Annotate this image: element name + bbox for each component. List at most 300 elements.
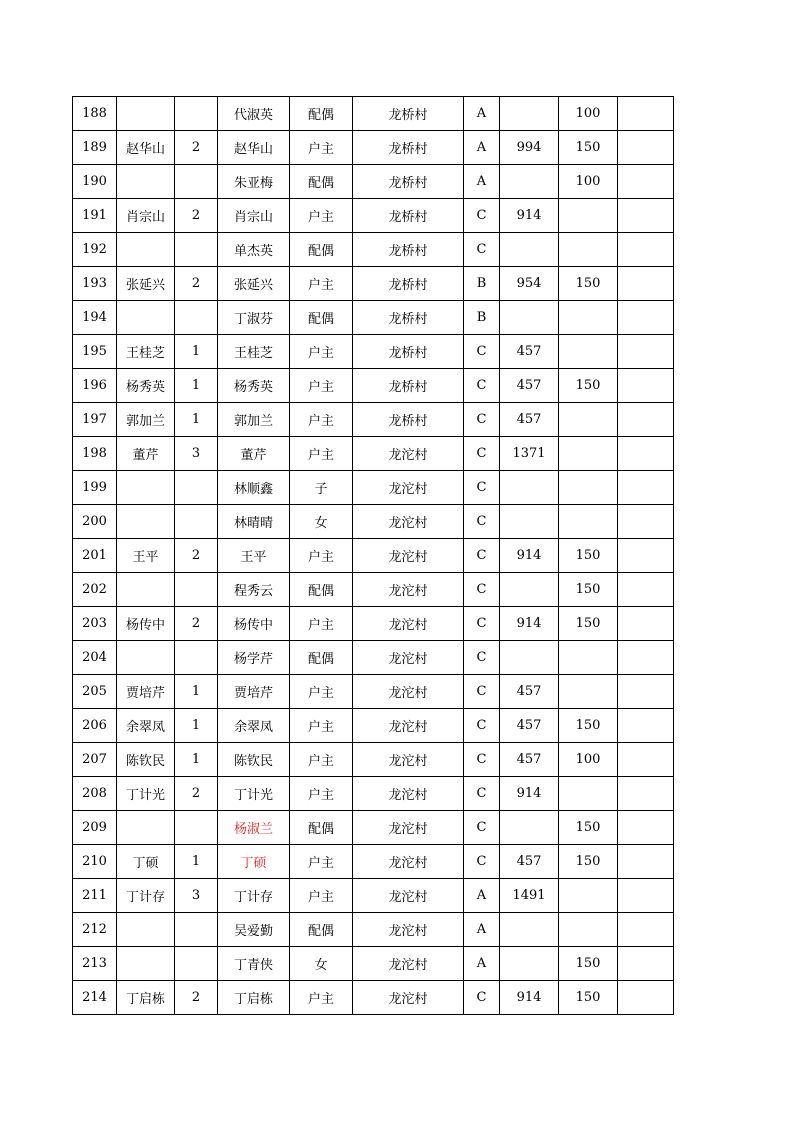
note-cell xyxy=(618,641,674,675)
table-row xyxy=(73,165,674,199)
note-cell xyxy=(618,369,674,403)
relation-cell: 配偶 xyxy=(290,573,353,607)
amount-cell: 457 xyxy=(500,675,559,709)
subsidy-cell xyxy=(559,335,618,369)
note-cell xyxy=(618,539,674,573)
amount-cell xyxy=(500,811,559,845)
note-cell xyxy=(618,981,674,1015)
household-size-cell: 1 xyxy=(175,675,218,709)
amount-cell xyxy=(500,913,559,947)
note-cell xyxy=(618,335,674,369)
grade-cell: C xyxy=(464,539,500,573)
household-size-cell: 2 xyxy=(175,981,218,1015)
relation-cell: 户主 xyxy=(290,845,353,879)
household-size-cell: 2 xyxy=(175,131,218,165)
table-row xyxy=(73,641,674,675)
grade-cell: C xyxy=(464,709,500,743)
grade-cell: A xyxy=(464,165,500,199)
grade-cell: C xyxy=(464,641,500,675)
note-cell xyxy=(618,607,674,641)
member-name-cell: 吴爱勤 xyxy=(218,913,290,947)
member-name-cell: 朱亚梅 xyxy=(218,165,290,199)
household-size-cell: 2 xyxy=(175,199,218,233)
member-name-cell: 郭加兰 xyxy=(218,403,290,437)
table-row xyxy=(73,301,674,335)
village-cell: 龙桥村 xyxy=(353,97,464,131)
household-size-cell: 2 xyxy=(175,539,218,573)
amount-cell xyxy=(500,641,559,675)
household-head-cell: 丁计光 xyxy=(117,777,175,811)
amount-cell: 457 xyxy=(500,335,559,369)
village-cell: 龙桥村 xyxy=(353,335,464,369)
amount-cell xyxy=(500,165,559,199)
relation-cell: 子 xyxy=(290,471,353,505)
table-row xyxy=(73,97,674,131)
amount-cell: 914 xyxy=(500,607,559,641)
table-body xyxy=(73,97,674,1015)
member-name-cell: 张延兴 xyxy=(218,267,290,301)
seq-no-cell: 213 xyxy=(73,947,117,981)
subsidy-cell xyxy=(559,301,618,335)
household-size-cell: 1 xyxy=(175,335,218,369)
note-cell xyxy=(618,777,674,811)
amount-cell xyxy=(500,505,559,539)
amount-cell: 954 xyxy=(500,267,559,301)
seq-no-cell: 189 xyxy=(73,131,117,165)
household-size-cell xyxy=(175,233,218,267)
relation-cell: 户主 xyxy=(290,403,353,437)
village-cell: 龙沱村 xyxy=(353,675,464,709)
household-head-cell: 张延兴 xyxy=(117,267,175,301)
amount-cell: 457 xyxy=(500,709,559,743)
subsidy-cell xyxy=(559,403,618,437)
table-row xyxy=(73,811,674,845)
household-head-cell: 杨秀英 xyxy=(117,369,175,403)
grade-cell: C xyxy=(464,845,500,879)
household-head-cell: 杨传中 xyxy=(117,607,175,641)
member-name-cell: 丁青侠 xyxy=(218,947,290,981)
subsidy-cell: 150 xyxy=(559,539,618,573)
member-name-cell: 贾培芹 xyxy=(218,675,290,709)
member-name-cell: 董芹 xyxy=(218,437,290,471)
relation-cell: 户主 xyxy=(290,709,353,743)
household-size-cell xyxy=(175,97,218,131)
village-cell: 龙沱村 xyxy=(353,573,464,607)
household-head-cell: 赵华山 xyxy=(117,131,175,165)
household-size-cell: 2 xyxy=(175,607,218,641)
seq-no-cell: 203 xyxy=(73,607,117,641)
subsidy-cell xyxy=(559,675,618,709)
household-head-cell: 余翠凤 xyxy=(117,709,175,743)
grade-cell: C xyxy=(464,743,500,777)
seq-no-cell: 210 xyxy=(73,845,117,879)
table-row xyxy=(73,743,674,777)
grade-cell: A xyxy=(464,131,500,165)
relation-cell: 户主 xyxy=(290,131,353,165)
table-row xyxy=(73,879,674,913)
seq-no-cell: 212 xyxy=(73,913,117,947)
subsidy-cell xyxy=(559,913,618,947)
household-head-cell xyxy=(117,505,175,539)
amount-cell: 457 xyxy=(500,403,559,437)
relation-cell: 户主 xyxy=(290,879,353,913)
note-cell xyxy=(618,505,674,539)
grade-cell: C xyxy=(464,437,500,471)
household-head-cell xyxy=(117,165,175,199)
seq-no-cell: 199 xyxy=(73,471,117,505)
data-sheet xyxy=(72,96,674,1015)
note-cell xyxy=(618,573,674,607)
grade-cell: A xyxy=(464,97,500,131)
household-size-cell xyxy=(175,165,218,199)
grade-cell: B xyxy=(464,301,500,335)
household-size-cell xyxy=(175,471,218,505)
household-size-cell: 1 xyxy=(175,369,218,403)
seq-no-cell: 211 xyxy=(73,879,117,913)
table-row xyxy=(73,607,674,641)
village-cell: 龙沱村 xyxy=(353,743,464,777)
household-size-cell xyxy=(175,947,218,981)
seq-no-cell: 202 xyxy=(73,573,117,607)
subsidy-cell xyxy=(559,199,618,233)
village-cell: 龙沱村 xyxy=(353,777,464,811)
member-name-cell: 林顺鑫 xyxy=(218,471,290,505)
household-size-cell: 2 xyxy=(175,267,218,301)
seq-no-cell: 193 xyxy=(73,267,117,301)
seq-no-cell: 204 xyxy=(73,641,117,675)
note-cell xyxy=(618,267,674,301)
village-cell: 龙桥村 xyxy=(353,301,464,335)
household-size-cell xyxy=(175,573,218,607)
table-row xyxy=(73,539,674,573)
village-cell: 龙沱村 xyxy=(353,811,464,845)
relation-cell: 配偶 xyxy=(290,913,353,947)
note-cell xyxy=(618,743,674,777)
relation-cell: 户主 xyxy=(290,199,353,233)
household-size-cell: 1 xyxy=(175,709,218,743)
village-cell: 龙桥村 xyxy=(353,131,464,165)
relation-cell: 配偶 xyxy=(290,165,353,199)
household-head-cell xyxy=(117,811,175,845)
village-cell: 龙桥村 xyxy=(353,199,464,233)
household-size-cell: 3 xyxy=(175,879,218,913)
seq-no-cell: 191 xyxy=(73,199,117,233)
table-row xyxy=(73,267,674,301)
seq-no-cell: 192 xyxy=(73,233,117,267)
seq-no-cell: 190 xyxy=(73,165,117,199)
household-head-cell: 王平 xyxy=(117,539,175,573)
household-size-cell: 3 xyxy=(175,437,218,471)
member-name-cell: 杨秀英 xyxy=(218,369,290,403)
member-name-cell: 丁启栋 xyxy=(218,981,290,1015)
note-cell xyxy=(618,675,674,709)
amount-cell xyxy=(500,97,559,131)
member-name-cell: 陈钦民 xyxy=(218,743,290,777)
grade-cell: C xyxy=(464,199,500,233)
relation-cell: 配偶 xyxy=(290,301,353,335)
household-head-cell: 陈钦民 xyxy=(117,743,175,777)
relation-cell: 配偶 xyxy=(290,233,353,267)
grade-cell: C xyxy=(464,573,500,607)
village-cell: 龙桥村 xyxy=(353,165,464,199)
member-name-cell: 丁计光 xyxy=(218,777,290,811)
member-name-cell: 王平 xyxy=(218,539,290,573)
subsidy-cell xyxy=(559,505,618,539)
table-row xyxy=(73,335,674,369)
subsidy-cell: 150 xyxy=(559,573,618,607)
grade-cell: C xyxy=(464,675,500,709)
member-name-cell: 赵华山 xyxy=(218,131,290,165)
subsidy-cell xyxy=(559,233,618,267)
seq-no-cell: 214 xyxy=(73,981,117,1015)
household-head-cell xyxy=(117,97,175,131)
subsidy-cell: 150 xyxy=(559,267,618,301)
subsidy-cell: 100 xyxy=(559,97,618,131)
subsidy-cell xyxy=(559,641,618,675)
subsidy-cell: 150 xyxy=(559,709,618,743)
household-head-cell: 丁启栋 xyxy=(117,981,175,1015)
household-size-cell: 2 xyxy=(175,777,218,811)
relation-cell: 户主 xyxy=(290,369,353,403)
subsidy-cell: 150 xyxy=(559,947,618,981)
member-name-cell: 程秀云 xyxy=(218,573,290,607)
note-cell xyxy=(618,233,674,267)
grade-cell: C xyxy=(464,471,500,505)
amount-cell xyxy=(500,947,559,981)
table-row xyxy=(73,505,674,539)
amount-cell: 457 xyxy=(500,743,559,777)
household-head-cell: 王桂芝 xyxy=(117,335,175,369)
village-cell: 龙沱村 xyxy=(353,471,464,505)
amount-cell: 457 xyxy=(500,369,559,403)
household-size-cell xyxy=(175,913,218,947)
village-cell: 龙沱村 xyxy=(353,879,464,913)
household-head-cell xyxy=(117,947,175,981)
household-size-cell: 1 xyxy=(175,845,218,879)
village-cell: 龙沱村 xyxy=(353,641,464,675)
note-cell xyxy=(618,811,674,845)
member-name-cell: 丁硕 xyxy=(218,845,290,879)
village-cell: 龙桥村 xyxy=(353,267,464,301)
amount-cell xyxy=(500,301,559,335)
household-head-cell: 郭加兰 xyxy=(117,403,175,437)
grade-cell: C xyxy=(464,403,500,437)
amount-cell: 994 xyxy=(500,131,559,165)
seq-no-cell: 198 xyxy=(73,437,117,471)
subsidy-cell: 100 xyxy=(559,165,618,199)
member-name-cell: 丁淑芬 xyxy=(218,301,290,335)
note-cell xyxy=(618,97,674,131)
seq-no-cell: 201 xyxy=(73,539,117,573)
village-cell: 龙沱村 xyxy=(353,539,464,573)
grade-cell: C xyxy=(464,607,500,641)
grade-cell: C xyxy=(464,811,500,845)
note-cell xyxy=(618,471,674,505)
note-cell xyxy=(618,879,674,913)
amount-cell xyxy=(500,233,559,267)
seq-no-cell: 188 xyxy=(73,97,117,131)
household-size-cell xyxy=(175,811,218,845)
relation-cell: 户主 xyxy=(290,607,353,641)
grade-cell: C xyxy=(464,369,500,403)
note-cell xyxy=(618,845,674,879)
note-cell xyxy=(618,131,674,165)
table-row xyxy=(73,845,674,879)
table-row xyxy=(73,573,674,607)
table-row xyxy=(73,233,674,267)
table-row xyxy=(73,199,674,233)
amount-cell: 914 xyxy=(500,539,559,573)
seq-no-cell: 194 xyxy=(73,301,117,335)
seq-no-cell: 206 xyxy=(73,709,117,743)
amount-cell: 914 xyxy=(500,199,559,233)
relation-cell: 户主 xyxy=(290,777,353,811)
table-row xyxy=(73,403,674,437)
member-name-cell: 杨传中 xyxy=(218,607,290,641)
note-cell xyxy=(618,403,674,437)
village-cell: 龙沱村 xyxy=(353,947,464,981)
amount-cell xyxy=(500,471,559,505)
table-row xyxy=(73,675,674,709)
member-name-cell: 丁计存 xyxy=(218,879,290,913)
table-row xyxy=(73,437,674,471)
grade-cell: C xyxy=(464,777,500,811)
relation-cell: 户主 xyxy=(290,743,353,777)
grade-cell: A xyxy=(464,879,500,913)
subsidy-cell xyxy=(559,879,618,913)
seq-no-cell: 196 xyxy=(73,369,117,403)
subsidy-cell xyxy=(559,777,618,811)
roster-table xyxy=(72,96,674,1015)
household-head-cell xyxy=(117,233,175,267)
amount-cell: 914 xyxy=(500,777,559,811)
member-name-cell: 杨学芹 xyxy=(218,641,290,675)
seq-no-cell: 207 xyxy=(73,743,117,777)
subsidy-cell: 150 xyxy=(559,811,618,845)
household-head-cell: 丁硕 xyxy=(117,845,175,879)
household-size-cell xyxy=(175,301,218,335)
village-cell: 龙沱村 xyxy=(353,437,464,471)
relation-cell: 户主 xyxy=(290,335,353,369)
seq-no-cell: 195 xyxy=(73,335,117,369)
member-name-cell: 肖宗山 xyxy=(218,199,290,233)
relation-cell: 女 xyxy=(290,947,353,981)
subsidy-cell: 150 xyxy=(559,131,618,165)
household-head-cell: 董芹 xyxy=(117,437,175,471)
note-cell xyxy=(618,709,674,743)
household-size-cell: 1 xyxy=(175,743,218,777)
household-head-cell xyxy=(117,573,175,607)
subsidy-cell: 150 xyxy=(559,607,618,641)
grade-cell: A xyxy=(464,947,500,981)
amount-cell: 1491 xyxy=(500,879,559,913)
member-name-cell: 代淑英 xyxy=(218,97,290,131)
table-row xyxy=(73,709,674,743)
village-cell: 龙沱村 xyxy=(353,913,464,947)
member-name-cell: 杨淑兰 xyxy=(218,811,290,845)
household-size-cell xyxy=(175,641,218,675)
relation-cell: 户主 xyxy=(290,675,353,709)
amount-cell: 1371 xyxy=(500,437,559,471)
village-cell: 龙沱村 xyxy=(353,709,464,743)
relation-cell: 户主 xyxy=(290,437,353,471)
amount-cell: 914 xyxy=(500,981,559,1015)
member-name-cell: 单杰英 xyxy=(218,233,290,267)
grade-cell: C xyxy=(464,233,500,267)
relation-cell: 配偶 xyxy=(290,641,353,675)
household-size-cell xyxy=(175,505,218,539)
note-cell xyxy=(618,913,674,947)
subsidy-cell xyxy=(559,471,618,505)
household-head-cell: 丁计存 xyxy=(117,879,175,913)
member-name-cell: 王桂芝 xyxy=(218,335,290,369)
household-head-cell: 肖宗山 xyxy=(117,199,175,233)
grade-cell: C xyxy=(464,981,500,1015)
relation-cell: 户主 xyxy=(290,981,353,1015)
village-cell: 龙沱村 xyxy=(353,607,464,641)
subsidy-cell: 150 xyxy=(559,845,618,879)
table-row xyxy=(73,471,674,505)
household-head-cell xyxy=(117,471,175,505)
seq-no-cell: 197 xyxy=(73,403,117,437)
subsidy-cell: 150 xyxy=(559,369,618,403)
village-cell: 龙桥村 xyxy=(353,233,464,267)
subsidy-cell xyxy=(559,437,618,471)
household-head-cell xyxy=(117,641,175,675)
village-cell: 龙沱村 xyxy=(353,981,464,1015)
household-size-cell: 1 xyxy=(175,403,218,437)
grade-cell: A xyxy=(464,913,500,947)
village-cell: 龙沱村 xyxy=(353,845,464,879)
note-cell xyxy=(618,165,674,199)
grade-cell: B xyxy=(464,267,500,301)
relation-cell: 户主 xyxy=(290,267,353,301)
relation-cell: 配偶 xyxy=(290,97,353,131)
household-head-cell: 贾培芹 xyxy=(117,675,175,709)
seq-no-cell: 205 xyxy=(73,675,117,709)
member-name-cell: 林晴晴 xyxy=(218,505,290,539)
seq-no-cell: 208 xyxy=(73,777,117,811)
relation-cell: 配偶 xyxy=(290,811,353,845)
note-cell xyxy=(618,199,674,233)
subsidy-cell: 100 xyxy=(559,743,618,777)
village-cell: 龙桥村 xyxy=(353,369,464,403)
household-head-cell xyxy=(117,913,175,947)
amount-cell xyxy=(500,573,559,607)
member-name-cell: 余翠凤 xyxy=(218,709,290,743)
seq-no-cell: 209 xyxy=(73,811,117,845)
table-row xyxy=(73,131,674,165)
table-row xyxy=(73,369,674,403)
relation-cell: 户主 xyxy=(290,539,353,573)
seq-no-cell: 200 xyxy=(73,505,117,539)
village-cell: 龙桥村 xyxy=(353,403,464,437)
grade-cell: C xyxy=(464,505,500,539)
table-row xyxy=(73,913,674,947)
table-row xyxy=(73,947,674,981)
note-cell xyxy=(618,301,674,335)
note-cell xyxy=(618,947,674,981)
household-head-cell xyxy=(117,301,175,335)
note-cell xyxy=(618,437,674,471)
grade-cell: C xyxy=(464,335,500,369)
table-row xyxy=(73,777,674,811)
village-cell: 龙沱村 xyxy=(353,505,464,539)
table-row xyxy=(73,981,674,1015)
relation-cell: 女 xyxy=(290,505,353,539)
subsidy-cell: 150 xyxy=(559,981,618,1015)
amount-cell: 457 xyxy=(500,845,559,879)
